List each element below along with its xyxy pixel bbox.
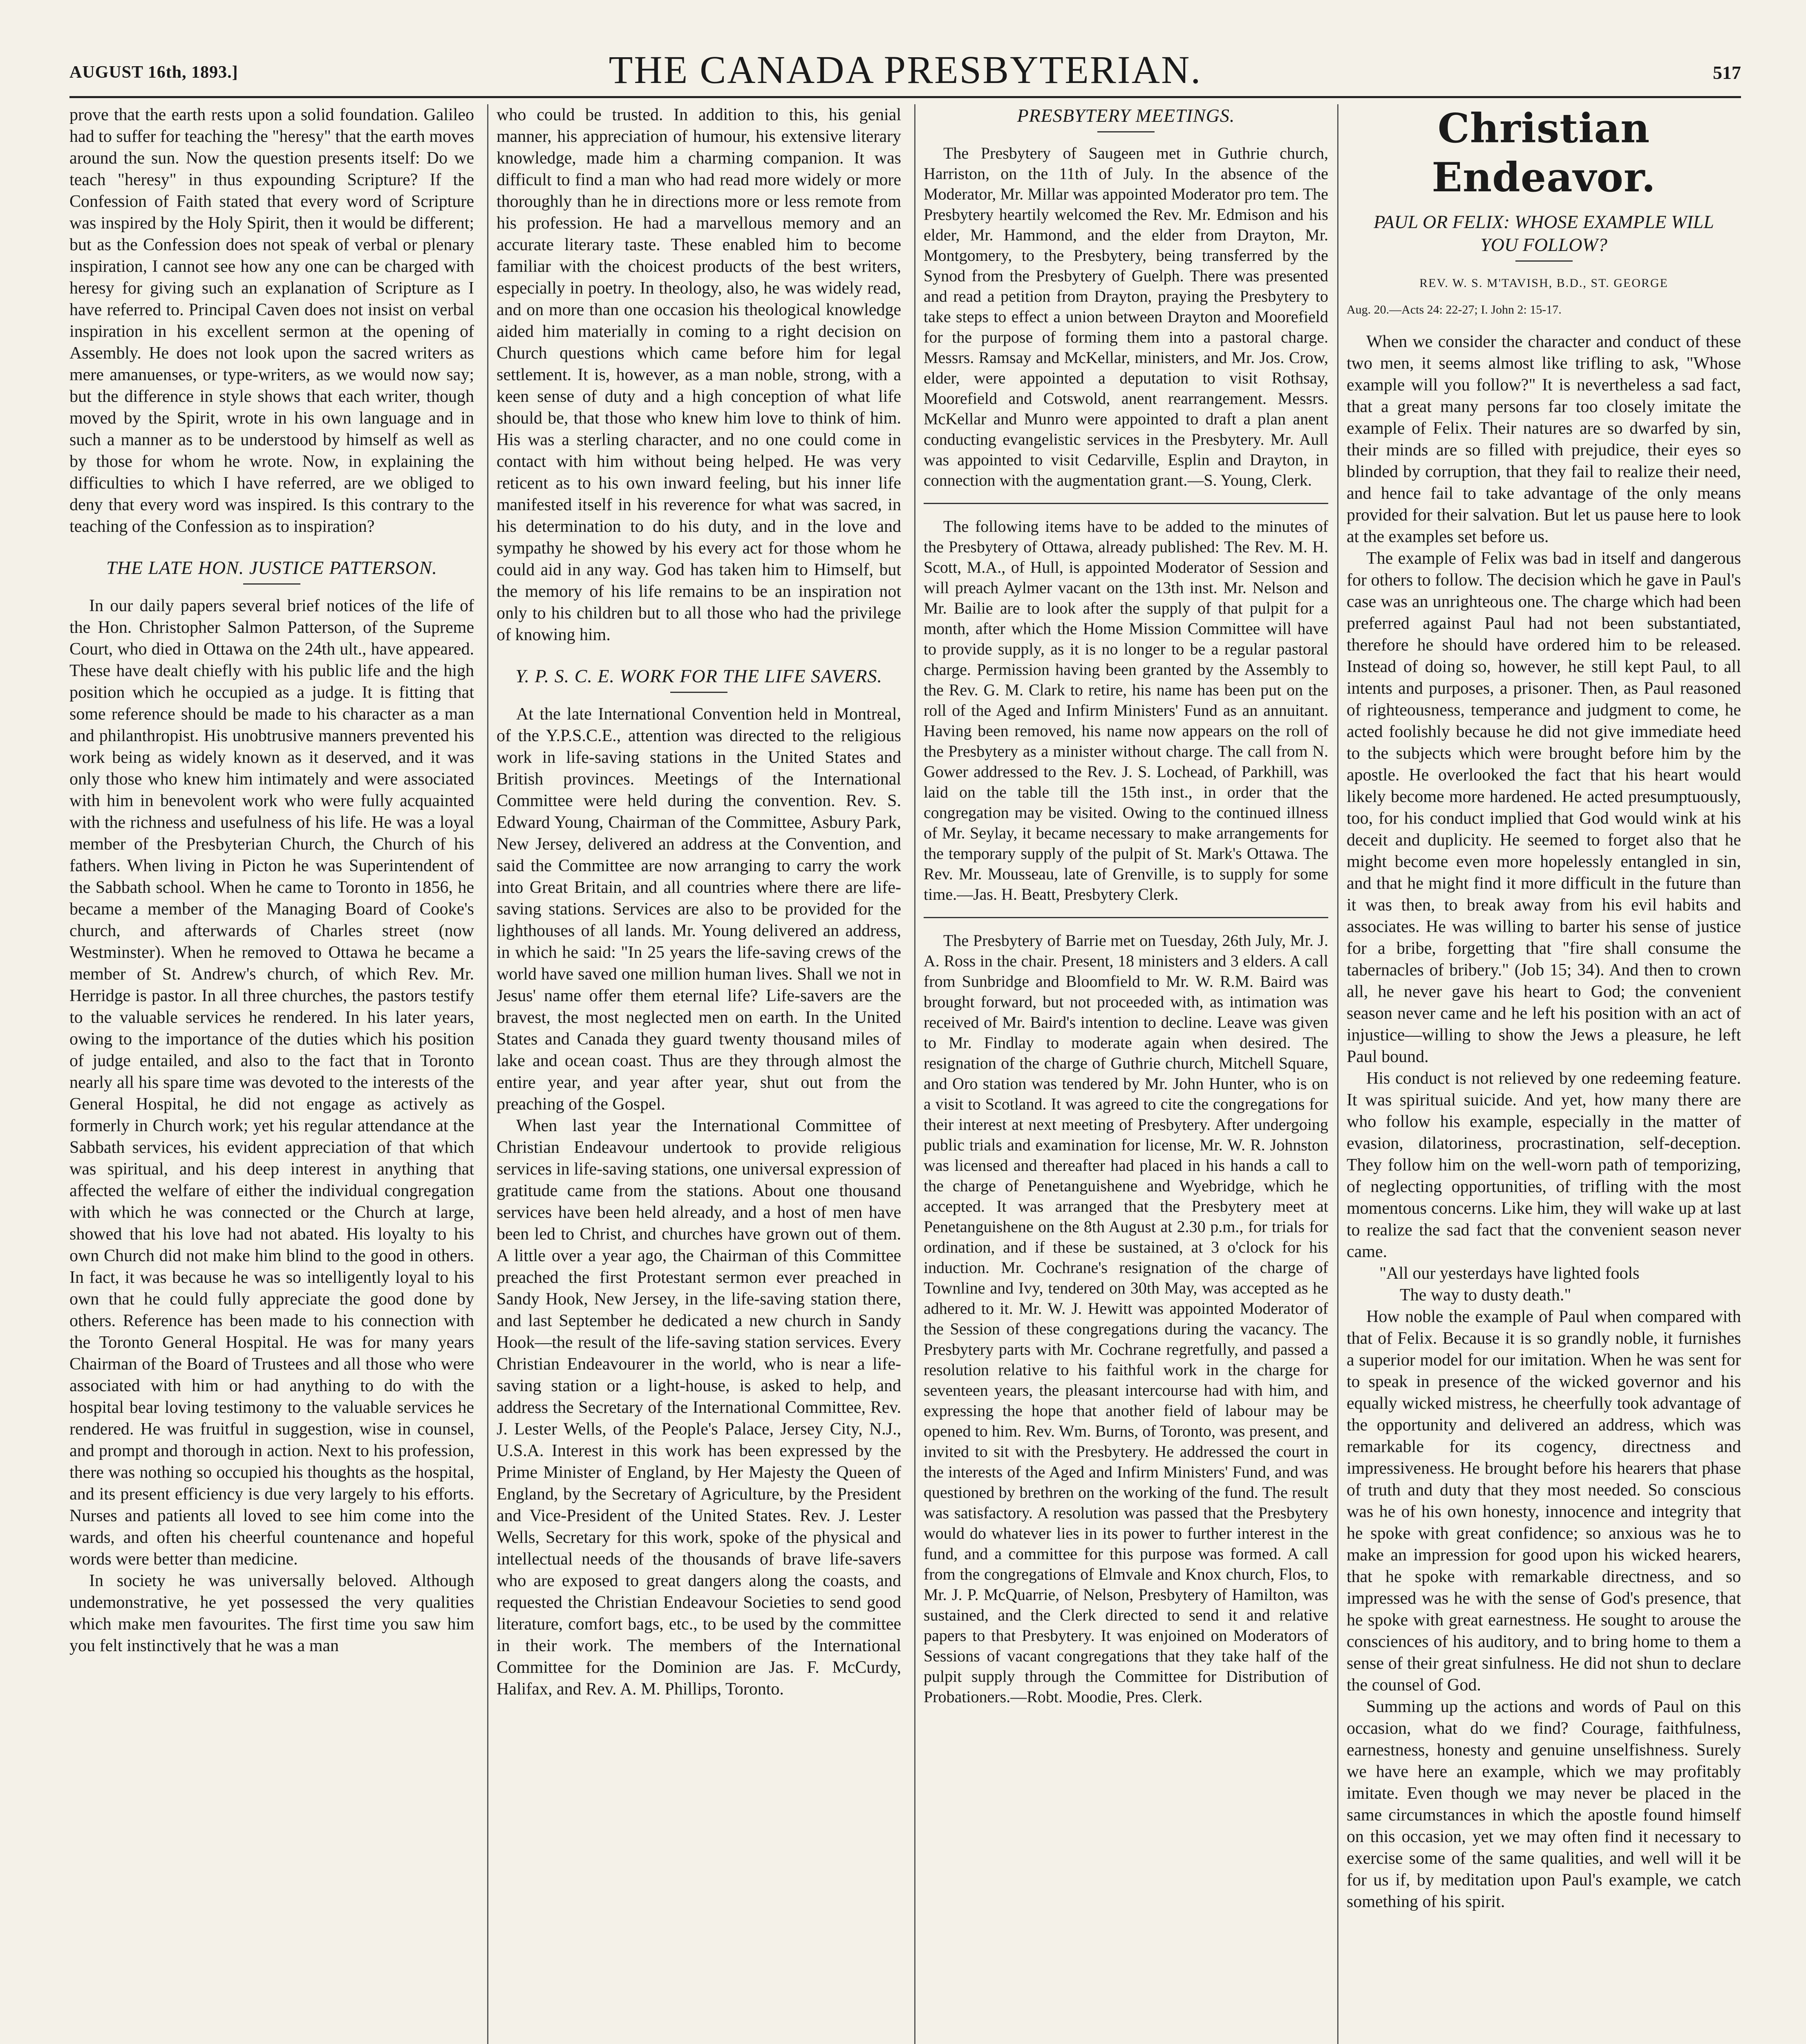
quotation-line: "All our yesterdays have lighted fools (1379, 1264, 1640, 1283)
article-heading-justice-patterson: THE LATE HON. JUSTICE PATTERSON. (106, 557, 437, 578)
scripture-reference: Aug. 20.—Acts 24: 22-27; I. John 2: 15-17. (1347, 303, 1562, 316)
issue-date: AUGUST 16th, 1893.] (69, 63, 238, 82)
article-text: In society he was universally beloved. Although undemonstrative, he yet possessed the very qualities which make men favourites. The first time you saw him you felt instinctively that he was a man (69, 1571, 474, 1655)
article-text: The example of Felix was bad in itself and dangerous for others to follow. The decision which he gave in Paul's case was an unrighteous one. The charge which had been preferred against Paul had not been substantiated, therefore he should have ordered him to be released. Instead of doing so, however, he still kept Paul, to all intents and purposes, a prisoner. Then, as Paul reasoned of righteousness, temperance and judgment to come, he acted foolishly because he did not give immediate heed to the subjects which were brought before him by the apostle. He overlooked the fact that his heart would likely become more hardened. He acted presumptuously, too, for his conduct implied that God would wink at his deceit and duplicity. He seemed to forget also that he might become even more hopelessly entangled in sin, and that he might find it more difficult in the future than it was then, to break away from his evil habits and associates. He was willing to barter his sense of justice for a bribe, forgetting that "fire shall consume the tabernacles of bribery." (Job 15; 34). And then to crown all, he never gave his heart to God; the convenient season never came and he left his position with an act of injustice—willing to show the Jews a pleasure, he left Paul bound. (1347, 549, 1741, 1066)
article-text: prove that the earth rests upon a solid foundation. Galileo had to suffer for teaching the "heresy" that the earth moves around the sun. Now the question presents itself: Do we teach "heresy" in thus expounding Scripture? If the Confession of Faith stated that every word of Scripture was inspired by the Holy Spirit, then it would be different; but as the Confession does not speak of verbal or plenary inspiration, I cannot see how any one can be charged with heresy for giving such an explanation of Scripture as I have referred to. Principal Caven does not insist on verbal inspiration in his excellent sermon at the opening of Assembly. He does not look upon the sacred writers as mere amanuenses, or type-writers, as we would now say; but the difference in style shows that each writer, though moved by the Spirit, wrote in his own language and in such a manner as to be understood by himself as well as by those for whom he wrote. Now, in explaining the difficulties to which I have referred, are we obliged to deny that every word was inspired. Is this contrary to the teaching of the Confession as to inspiration? (69, 105, 474, 536)
page-number: 517 (1713, 62, 1741, 83)
article-heading-presbytery-meetings: PRESBYTERY MEETINGS. (1017, 105, 1235, 126)
article-text: The Presbytery of Saugeen met in Guthrie church, Harriston, on the 11th of July. In the absence of the Moderator, Mr. Millar was appointed Moderator pro tem. The Presbytery heartily welcomed the Rev. Mr. Edmison and his elder, Mr. Hammond, and the elder from Drayton, Mr. Montgomery, to the Presbytery, being transferred by the Synod from the Presbytery of Guelph. There was presented and read a petition from Drayton, praying the Presbytery to take steps to effect a union between Drayton and Moorefield for the purpose of forming them into a pastoral charge. Messrs. Ramsay and McKellar, ministers, and Mr. Jos. Crow, elder, were appointed a deputation to visit Rothsay, Moorefield and Cotswold, anent rearrangement. Messrs. McKellar and Munro were appointed to draft a plan anent conducting evangelistic services in the Presbytery. Mr. Aull was appointed to visit Cedarville, Esplin and Drayton, in connection with the augmentation grant.—S. Young, Clerk. (924, 144, 1328, 489)
newspaper-title: THE CANADA PRESBYTERIAN. (609, 48, 1202, 92)
column-divider (487, 104, 488, 2044)
article-text: Summing up the actions and words of Paul on this occasion, what do we find? Courage, faithfulness, earnestness, honesty and genuine unselfishness. Surely we have here an example, which we may profitably imitate. Even though we may never be placed in the same circumstances in which the apostle found himself on this occasion, yet we may often find it necessary to exercise some of the same qualities, and well will it be for us if, by meditation upon Paul's example, we catch something of his spirit. (1347, 1697, 1741, 1911)
column-4 (1347, 104, 1741, 2044)
column-1 (69, 104, 474, 2044)
article-text: At the late International Convention held in Montreal, of the Y.P.S.C.E., attention was directed to the religious work in life-saving stations in the United States and British provinces. Meetings of the International Committee were held during the convention. Rev. S. Edward Young, Chairman of the Committee, Asbury Park, New Jersey, delivered an address at the Convention, and said the Committee are now arranging to carry the work into Great Britain, and all countries where there are life-saving stations. Services are also to be provided for the lighthouses of all lands. Mr. Young delivered an address, in which he said: "In 25 years the life-saving crews of the world have saved one million human lives. Shall we not in Jesus' name offer them eternal life? Life-savers are the bravest, the most neglected men on earth. In the United States and Canada they guard twenty thousand miles of lake and ocean coast. Thus are they through almost the entire year, and year after year, shut out from the preaching of the Gospel. (497, 705, 901, 1114)
heading-divider (670, 692, 727, 693)
column-2 (497, 104, 901, 2044)
article-heading-ypsce: Y. P. S. C. E. WORK FOR THE LIFE SAVERS. (515, 666, 882, 686)
article-text: When we consider the character and conduct of these two men, it seems almost like trifling to ask, "Whose example will you follow?" It is nevertheless a sad fact, that a great many persons far too closely imitate the example of Felix. Their natures are so dwarfed by sin, their minds are so filled with prejudice, their eyes so blinded by corruption, that they fail to realize their need, and hence fail to take advantage of the only means provided for their salvation. But let us pause here to look at the examples set before us. (1347, 332, 1741, 546)
article-text: who could be trusted. In addition to this, his genial manner, his appreciation of humour, his extensive literary knowledge, made him a charming companion. It was difficult to find a man who had read more widely or more thoroughly than he in directions more or less remote from his profession. He had a marvellous memory and an accurate literary taste. These enabled him to become familiar with the choicest products of the best writers, especially in poetry. In theology, also, he was widely read, and on more than one occasion his theological knowledge aided him materially in coming to a right decision on Church questions which came before him for legal settlement. It is, however, as a man noble, strong, with a keen sense of duty and a high conception of what life should be, that those who knew him love to think of him. His was a sterling character, and no one could come in contact with him without being helped. He was very reticent as to his own inward feeling, but his inner life manifested itself in his reverence for what was sacred, in his determination to do his duty, and in the love and sympathy he showed by his every act for those whom he could aid in any way. God has taken him to Himself, but the memory of his life remains to be an inspiration not only to his children but to all those who had the privilege of knowing him. (497, 105, 901, 644)
article-text: When last year the International Committee of Christian Endeavour undertook to provide religious services in life-saving stations, one universal expression of gratitude came from the stations. About one thousand services have been held already, and a host of men have been led to Christ, and churches have grown out of them. A little over a year ago, the Chairman of this Committee preached the first Protestant sermon ever preached in Sandy Hook, New Jersey, in the life-saving station there, and last September he dedicated a new church in Sandy Hook—the result of the life-saving station services. Every Christian Endeavourer in the world, who is near a life-saving station or a light-house, is asked to help, and address the Secretary of the International Committee, Rev. J. Lester Wells, of the People's Palace, Jersey City, N.J., U.S.A. Interest in this work has been expressed by the Prime Minister of England, by Her Majesty the Queen of England, by the Secretary of Agriculture, by the President and Vice-President of the United States. Rev. J. Lester Wells, Secretary for this work, spoke of the physical and intellectual needs of the thousands of brave life-savers who are exposed to great dangers along the coasts, and requested the Christian Endeavour Societies to send good literature, comfort bags, etc., to be used by the committee in their work. The members of the International Committee for the Dominion are Jas. F. McCurdy, Halifax, and Rev. A. M. Phillips, Toronto. (497, 1116, 901, 1699)
article-title: PAUL OR FELIX: WHOSE EXAMPLE WILL YOU FOLLOW? (1374, 211, 1714, 255)
heading-divider (243, 583, 300, 585)
column-divider (1337, 104, 1338, 2044)
item-divider (924, 503, 1328, 504)
item-divider (924, 917, 1328, 918)
section-masthead: Christian Endeavor. (1432, 105, 1656, 201)
column-divider (914, 104, 915, 2044)
article-text: The following items have to be added to the minutes of the Presbytery of Ottawa, already published: The Rev. M. H. Scott, M.A., of Hull, is appointed Moderator of Session and will preach Aylmer vacant on the 13th inst. Mr. Nelson and Mr. Bailie are to look after the supply of that pulpit for a month, after which the Home Mission Committee will have to provide supply, as it is no longer to be a regular pastoral charge. Permission having been granted by the Assembly to the Rev. G. M. Clark to retire, his name has been put on the roll of the Aged and Infirm Ministers' Fund as an annuitant. Having been removed, his name now appears on the roll of the Presbytery as a minister without charge. The call from N. Gower addressed to the Rev. J. S. Lochead, of Parkhill, was laid on the table till the 15th inst., in order that the congregation may be visited. Owing to the continued illness of Mr. Seylay, it became necessary to make arrangements for the temporary supply of the pulpit of St. Mark's Ottawa. The Rev. Mr. Mousseau, late of Grenville, is to supply for some time.—Jas. H. Beatt, Presbytery Clerk. (924, 517, 1328, 903)
page-header (69, 47, 1741, 98)
quotation-line: The way to dusty death." (1400, 1286, 1571, 1304)
article-text: His conduct is not relieved by one redeeming feature. It was spiritual suicide. And yet, how many there are who follow his example, especially in the matter of evasion, dilatoriness, procrastination, self-deception. They follow him on the well-worn path of temporizing, of neglecting opportunities, of trifling with the most momentous concerns. Like him, they will wake up at last to realize the sad fact that the convenient season never came. (1347, 1069, 1741, 1261)
heading-divider (1097, 131, 1155, 132)
heading-divider (1515, 260, 1573, 262)
article-author: REV. W. S. M'TAVISH, B.D., ST. GEORGE (1419, 276, 1668, 290)
column-3 (924, 104, 1328, 2044)
article-text: How noble the example of Paul when compared with that of Felix. Because it is so grandly noble, it furnishes a superior model for our imitation. When he was sent for to speak in presence of the wicked governor and his equally wicked mistress, he cheerfully took advantage of the opportunity and delivered an address, which was remarkable for its cogency, directness and impressiveness. He brought before his hearers that phase of truth and duty that they most needed. So conscious was he of his own honesty, innocence and integrity that he spoke with great confidence; so anxious was he to make an impression for good upon his wicked hearers, that he spoke with remarkable directness, and so impressed was he with the sense of God's presence, that he spoke with great earnestness. He sought to arouse the consciences of his auditory, and to bring home to them a sense of their great sinfulness. He did not shun to declare the counsel of God. (1347, 1307, 1741, 1694)
article-text: In our daily papers several brief notices of the life of the Hon. Christopher Salmon Patterson, of the Supreme Court, who died in Ottawa on the 24th ult., have appeared. These have dealt chiefly with his public life and the high position which he occupied as a judge. It is fitting that some reference should be made to his character as a man and philanthropist. His unobtrusive manners prevented his work being as widely known as it deserved, and it was only those who knew him intimately and were associated with him in benevolent work who were fully acquainted with the richness and usefulness of his life. He was a loyal member of the Presbyterian Church, the Church of his fathers. When living in Picton he was Superintendent of the Sabbath school. When he came to Toronto in 1856, he became a member of the Managing Board of Cooke's church, and afterwards of Charles street (now Westminster). When he removed to Ottawa he became a member of St. Andrew's church, of which Rev. Mr. Herridge is pastor. In all three churches, the pastors testify to the valuable services he rendered. In his later years, owing to the importance of the duties which his position of judge entailed, and also to the fact that in Toronto nearly all his spare time was devoted to the interests of the General Hospital, he did not engage as actively as formerly in Church work; yet his regular attendance at the Sabbath services, his evident appreciation of that which was spiritual, and his deep interest in anything that affected the welfare of either the individual congregation with which he was connected or the Church at large, showed that his love had not abated. His loyalty to his own Church did not make him blind to the good in others. In fact, it was because he was so intelligently loyal to his own that he could fully appreciate the good done by others. Reference has been made to his connection with the Toronto General Hospital. He was for many years Chairman of the Board of Trustees and all those who were associated with him or had anything to do with the hospital bear loving testimony to the valuable services he rendered. He was fruitful in suggestion, wise in counsel, and prompt and thorough in action. Next to his profession, there was nothing so occupied his thoughts as the hospital, and its present efficiency is due very largely to his efforts. Nurses and patients all loved to see him come into the wards, and often his cheerful countenance and hopeful words were better than medicine. (69, 596, 474, 1569)
article-text: The Presbytery of Barrie met on Tuesday, 26th July, Mr. J. A. Ross in the chair. Present, 18 ministers and 3 elders. A call from Sunbridge and Bloomfield to Mr. W. R.M. Baird was brought forward, but not proceeded with, as intimation was received of Mr. Baird's intention to decline. Leave was given to Mr. Findlay to moderate again when desired. The resignation of the charge of Guthrie church, Mitchell Square, and Oro station was tendered by Mr. John Hunter, who is on a visit to Scotland. It was agreed to cite the congregations for their interest at next meeting of Presbytery. After undergoing public trials and examination for license, Mr. W. R. Johnston was licensed and thereafter had placed in his hands a call to the charge of Penetanguishene and Wyebridge, which he accepted. It was arranged that the Presbytery meet at Penetanguishene on the 8th August at 2.30 p.m., for trials for ordination, and if these be sustained, at 3 o'clock for his induction. Mr. Cochrane's resignation of the charge of Townline and Ivy, tendered on 30th May, was accepted as he adhered to it. Mr. W. J. Hewitt was appointed Moderator of the Session of these congregations during the vacancy. The Presbytery parts with Mr. Cochrane regretfully, and passed a resolution relative to his faithful work in the charge for seventeen years, the pleasant intercourse had with him, and expressing the hope that another field of labour may be opened to him. Rev. Wm. Burns, of Toronto, was present, and invited to sit with the Presbytery. He addressed the court in the interests of the Aged and Infirm Ministers' Fund, and was questioned by brethren on the working of the fund. The result was satisfactory. A resolution was passed that the Presbytery would do whatever lies in its power to further interest in the fund, and a committee for this purpose was formed. A call from the congregations of Elmvale and Knox church, Flos, to Mr. J. P. McQuarrie, of Nelson, Presbytery of Hamilton, was sustained, and the Clerk directed to send it and relative papers to that Presbytery. It was enjoined on Moderators of Sessions of vacant congregations that they take half of the pulpit supply through the Committee for Distribution of Probationers.—Robt. Moodie, Pres. Clerk. (924, 931, 1328, 1706)
